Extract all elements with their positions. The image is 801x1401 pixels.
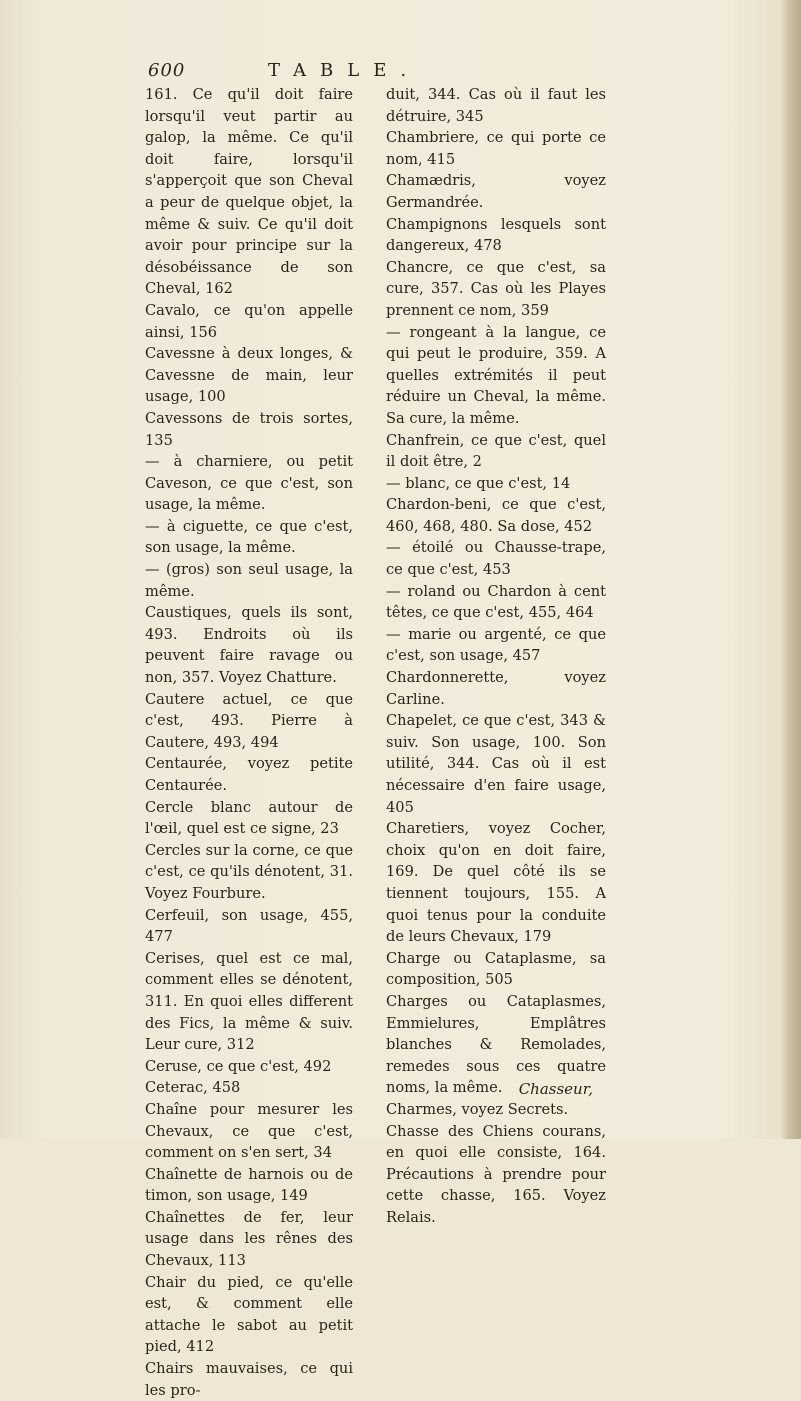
index-entry: — à charniere, ou petit Caveson, ce que c'est, son usage, la même. xyxy=(145,453,353,514)
catchword: Chasseur, xyxy=(518,1080,593,1098)
index-entry: Chardon-beni, ce que c'est, 460, 468, 480. Sa dose, 452 xyxy=(386,496,606,535)
index-entry: Charmes, voyez Secrets. xyxy=(386,1100,569,1118)
index-entry: — roland ou Chardon à cent têtes, ce que c'est, 455, 464 xyxy=(386,582,606,622)
index-entry: — étoilé ou Chausse-trape, ce que c'est, 453 xyxy=(386,539,606,579)
index-entry: Champignons lesquels sont dangereux, 478 xyxy=(386,215,606,255)
index-entry: Chaînettes de fer, leur usage dans les rênes des Chevaux, 113 xyxy=(145,1208,353,1270)
index-entry: Cavalo, ce qu'on appelle ainsi, 156 xyxy=(145,301,353,341)
index-entry: Ceterac, 458 xyxy=(145,1079,241,1097)
index-entry: Cerises, quel est ce mal, comment elles se dénotent, 311. En quoi elles different des Fics, la même & suiv. Leur cure, 312 xyxy=(145,949,353,1054)
index-entry: Chancre, ce que c'est, sa cure, 357. Cas où les Playes prennent ce nom, 359 xyxy=(386,258,606,319)
index-column-right xyxy=(386,84,606,1228)
index-entry: Centaurée, voyez petite Centaurée. xyxy=(145,755,353,794)
index-entry: Cavessons de trois sortes, 135 xyxy=(145,409,353,449)
index-entry: Chair du pied, ce qu'elle est, & comment elle attache le sabot au petit pied, 412 xyxy=(145,1273,353,1356)
index-entry: Chaîne pour mesurer les Chevaux, ce que c'est, comment on s'en sert, 34 xyxy=(145,1100,353,1162)
index-entry: Ceruse, ce que c'est, 492 xyxy=(145,1057,332,1075)
index-entry: 161. Ce qu'il doit faire lorsqu'il veut partir au galop, la même. Ce qu'il doit faire, lorsqu'il s'apperçoit que son Cheval a peur de quelque objet, la même & suiv. Ce qu'il doit avoir pour principe sur la désobéissance de son Cheval, 162 xyxy=(145,86,353,298)
index-entry: — à ciguette, ce que c'est, son usage, la même. xyxy=(145,517,353,557)
index-entry: Chapelet, ce que c'est, 343 & suiv. Son usage, 100. Son utilité, 344. Cas où il est nécessaire d'en faire usage, 405 xyxy=(386,712,606,816)
index-entry: duit, 344. Cas où il faut les détruire, 345 xyxy=(386,86,606,125)
index-entry: Chamædris, voyez Germandrée. xyxy=(386,172,606,211)
index-column-left xyxy=(145,84,353,1401)
index-entry: — blanc, ce que c'est, 14 xyxy=(386,474,571,492)
index-entry: Charge ou Cataplasme, sa composition, 505 xyxy=(386,949,606,989)
index-entry: Cercle blanc autour de l'œil, quel est ce signe, 23 xyxy=(145,798,353,838)
index-entry: Chardonnerette, voyez Carline. xyxy=(386,669,606,708)
index-entry: Caustiques, quels ils sont, 493. Endroits où ils peuvent faire ravage ou non, 357. Voyez Chatture. xyxy=(145,604,353,687)
index-entry: Cerfeuil, son usage, 455, 477 xyxy=(145,906,353,946)
index-entry: — marie ou argenté, ce que c'est, son usage, 457 xyxy=(386,625,606,665)
running-title: TABLE. xyxy=(268,60,421,81)
index-entry: Chairs mauvaises, ce qui les pro- xyxy=(145,1360,353,1399)
index-entry: Cavessne à deux longes, & Cavessne de main, leur usage, 100 xyxy=(145,345,353,406)
index-entry: — (gros) son seul usage, la même. xyxy=(145,561,353,600)
page-number: 600 xyxy=(148,60,186,81)
index-entry: Charges ou Cataplasmes, Emmielures, Emplâtres blanches & Remolades, remedes sous ces quatre noms, la même. xyxy=(386,992,606,1097)
index-entry: Chanfrein, ce que c'est, quel il doit être, 2 xyxy=(386,431,606,471)
index-entry: Chaînette de harnois ou de timon, son usage, 149 xyxy=(145,1165,353,1205)
page-header xyxy=(148,60,598,86)
index-entry: Chasse des Chiens courans, en quoi elle consiste, 164. Précautions à prendre pour cette chasse, 165. Voyez Relais. xyxy=(386,1122,606,1226)
index-entry: Cautere actuel, ce que c'est, 493. Pierre à Cautere, 493, 494 xyxy=(145,690,353,751)
index-entry: Charetiers, voyez Cocher, choix qu'on en doit faire, 169. De quel côté ils se tiennent toujours, 155. A quoi tenus pour la conduite de leurs Chevaux, 179 xyxy=(386,820,606,946)
index-entry: Cercles sur la corne, ce que c'est, ce qu'ils dénotent, 31. Voyez Fourbure. xyxy=(145,841,353,902)
index-entry: — rongeant à la langue, ce qui peut le produire, 359. A quelles extrémités il peut réduire un Cheval, la même. Sa cure, la même. xyxy=(386,323,606,427)
page-edge xyxy=(779,0,801,1139)
index-entry: Chambriere, ce qui porte ce nom, 415 xyxy=(386,129,606,168)
